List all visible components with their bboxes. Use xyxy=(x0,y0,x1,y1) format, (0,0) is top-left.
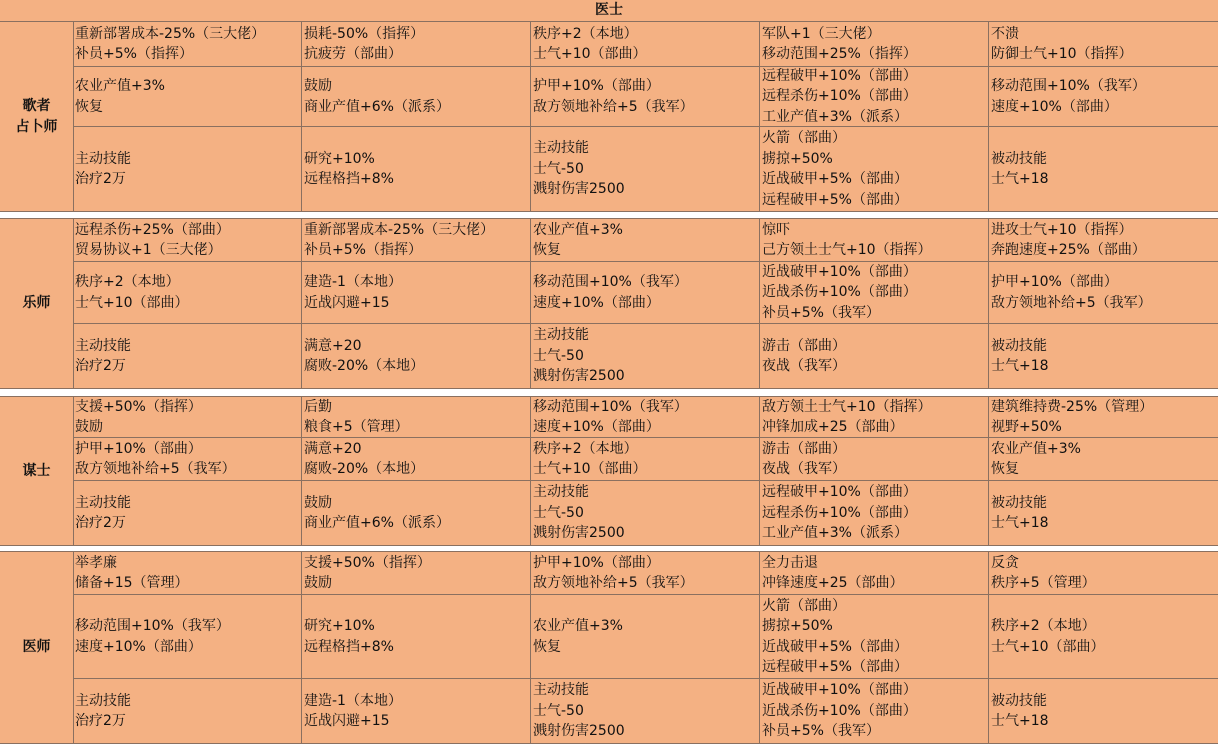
table-cell[interactable] xyxy=(531,324,760,388)
cell-text: 建造-1（本地） xyxy=(304,274,402,290)
cell-text: 士气+18 xyxy=(991,358,1049,374)
table-cell[interactable] xyxy=(73,397,302,437)
cell-text: 溅射伤害2500 xyxy=(533,181,625,198)
cell-text: 满意+20 xyxy=(304,440,362,457)
cell-text: 抗疲劳（部曲） xyxy=(304,46,402,62)
cell-text: 士气+18 xyxy=(991,515,1049,531)
section-label xyxy=(0,397,74,545)
table-cell[interactable] xyxy=(989,679,1218,743)
cell-text: 恢复 xyxy=(533,242,561,258)
table-cell[interactable] xyxy=(73,22,302,66)
table-cell[interactable] xyxy=(302,481,531,545)
cell-text: 游击（部曲） xyxy=(762,440,846,457)
cell-text: 溅射伤害2500 xyxy=(533,723,625,740)
table-row xyxy=(73,679,1218,743)
cell-text: 速度+10%（部曲） xyxy=(533,419,660,435)
table-cell[interactable] xyxy=(531,481,760,545)
cell-text: 近战破甲+5%（部曲） xyxy=(762,638,908,655)
cell-text: 士气+10（部曲） xyxy=(75,294,189,311)
cell-text: 被动技能 xyxy=(991,692,1047,709)
table-cell[interactable] xyxy=(760,324,989,388)
cell-text: 建造-1（本地） xyxy=(304,692,402,709)
cell-text: 移动范围+10%（我军） xyxy=(533,274,688,290)
cell-text: 掳掠+50% xyxy=(762,618,833,634)
table-cell[interactable] xyxy=(760,127,989,211)
table-cell[interactable] xyxy=(760,438,989,480)
cell-text: 士气-50 xyxy=(533,504,584,521)
cell-text: 补员+5%（指挥） xyxy=(75,46,193,62)
cell-text: 损耗-50%（指挥） xyxy=(304,25,425,42)
cell-text: 被动技能 xyxy=(991,150,1047,167)
cell-text: 近战破甲+5%（部曲） xyxy=(762,171,908,187)
table-row xyxy=(73,397,1218,438)
cell-text: 主动技能 xyxy=(533,140,589,157)
table-cell[interactable] xyxy=(531,22,760,66)
cell-text: 农业产值+3% xyxy=(533,618,623,634)
cell-text: 士气+18 xyxy=(991,171,1049,187)
cell-text: 近战破甲+10%（部曲） xyxy=(762,263,917,280)
cell-text: 敌方领土士气+10（指挥） xyxy=(762,398,932,415)
cell-text: 支援+50%（指挥） xyxy=(304,554,431,571)
cell-text: 研究+10% xyxy=(304,150,375,167)
cell-text: 主动技能 xyxy=(533,484,589,501)
cell-text: 士气-50 xyxy=(533,160,584,177)
cell-text: 治疗2万 xyxy=(75,358,126,374)
table-row xyxy=(73,127,1218,211)
cell-text: 远程破甲+10%（部曲） xyxy=(762,67,917,84)
cell-text: 满意+20 xyxy=(304,337,362,354)
table-cell[interactable] xyxy=(302,262,531,323)
section-label-line: 歌者 xyxy=(22,97,51,114)
table-cell[interactable] xyxy=(531,595,760,678)
cell-text: 士气+10（部曲） xyxy=(533,46,647,62)
table-cell[interactable] xyxy=(760,595,989,678)
cell-text: 农业产值+3% xyxy=(533,221,623,238)
table-cell[interactable] xyxy=(760,219,989,261)
table-cell[interactable] xyxy=(302,438,531,480)
cell-text: 军队+1（三大佬） xyxy=(762,25,881,42)
cell-text: 主动技能 xyxy=(75,337,131,354)
cell-text: 主动技能 xyxy=(533,327,589,344)
cell-text: 储备+15（管理） xyxy=(75,575,189,591)
table-cell[interactable] xyxy=(302,595,531,678)
table-cell[interactable] xyxy=(531,127,760,211)
cell-text: 士气-50 xyxy=(533,702,584,719)
table-row xyxy=(73,219,1218,262)
cell-text: 主动技能 xyxy=(533,682,589,699)
section-label xyxy=(0,552,74,743)
table-cell[interactable] xyxy=(989,127,1218,211)
cell-text: 火箭（部曲） xyxy=(762,130,846,146)
table-cell[interactable] xyxy=(989,481,1218,545)
cell-text: 远程破甲+10%（部曲） xyxy=(762,484,917,501)
table-cell[interactable] xyxy=(531,397,760,437)
table-cell[interactable] xyxy=(73,67,302,126)
cell-text: 远程杀伤+10%（部曲） xyxy=(762,88,917,105)
table-cell[interactable] xyxy=(760,481,989,545)
cell-text: 敌方领地补给+5（我军） xyxy=(75,461,236,477)
cell-text: 远程杀伤+10%（部曲） xyxy=(762,504,917,521)
cell-text: 士气+10（部曲） xyxy=(991,638,1105,655)
table-cell[interactable] xyxy=(302,219,531,261)
cell-text: 秩序+2（本地） xyxy=(75,274,180,290)
cell-text: 补员+5%（我军） xyxy=(762,304,880,321)
section-label-line: 谋士 xyxy=(22,462,51,479)
section-label-line: 乐师 xyxy=(22,295,51,311)
table-cell[interactable] xyxy=(73,127,302,211)
cell-text: 火箭（部曲） xyxy=(762,597,846,614)
cell-text: 支援+50%（指挥） xyxy=(75,398,202,415)
table-row xyxy=(73,595,1218,679)
table-cell[interactable] xyxy=(531,679,760,743)
sheet-title: 医士 xyxy=(0,0,1218,22)
table-cell[interactable] xyxy=(302,22,531,66)
cell-text: 主动技能 xyxy=(75,494,131,511)
table-cell[interactable] xyxy=(73,219,302,261)
cell-text: 恢复 xyxy=(75,98,103,115)
section-2 xyxy=(0,396,1218,546)
cell-text: 补员+5%（指挥） xyxy=(304,242,422,258)
section-3 xyxy=(0,551,1218,744)
table-cell[interactable] xyxy=(531,262,760,323)
table-cell[interactable] xyxy=(73,262,302,323)
cell-text: 不溃 xyxy=(991,25,1019,42)
cell-text: 远程杀伤+25%（部曲） xyxy=(75,221,230,238)
cell-text: 奔跑速度+25%（部曲） xyxy=(991,242,1146,258)
table-cell[interactable] xyxy=(989,262,1218,323)
cell-text: 士气+18 xyxy=(991,713,1049,729)
cell-text: 士气-50 xyxy=(533,347,584,364)
cell-text: 速度+10%（部曲） xyxy=(533,294,660,311)
table-cell[interactable] xyxy=(73,679,302,743)
table-cell[interactable] xyxy=(73,438,302,480)
table-cell[interactable] xyxy=(73,324,302,388)
table-cell[interactable] xyxy=(760,22,989,66)
cell-text: 重新部署成本-25%（三大佬） xyxy=(304,221,495,238)
cell-text: 工业产值+3%（派系） xyxy=(762,525,908,542)
cell-text: 鼓励 xyxy=(304,575,332,591)
cell-text: 农业产值+3% xyxy=(75,78,165,94)
table-cell[interactable] xyxy=(531,438,760,480)
table-cell[interactable] xyxy=(302,127,531,211)
section-1 xyxy=(0,218,1218,389)
cell-text: 举孝廉 xyxy=(75,554,117,571)
table-cell[interactable] xyxy=(73,552,302,594)
section-0 xyxy=(0,21,1218,212)
table-cell[interactable] xyxy=(989,397,1218,437)
table-cell[interactable] xyxy=(302,679,531,743)
cell-text: 贸易协议+1（三大佬） xyxy=(75,242,222,258)
table-cell[interactable] xyxy=(760,262,989,323)
cell-text: 敌方领地补给+5（我军） xyxy=(533,575,694,591)
cell-text: 被动技能 xyxy=(991,337,1047,354)
cell-text: 掳掠+50% xyxy=(762,150,833,167)
cell-text: 视野+50% xyxy=(991,419,1062,435)
cell-text: 移动范围+10%（我军） xyxy=(75,618,230,634)
cell-text: 农业产值+3% xyxy=(991,440,1081,457)
cell-text: 速度+10%（部曲） xyxy=(991,98,1118,115)
cell-text: 补员+5%（我军） xyxy=(762,723,880,740)
table-row xyxy=(73,324,1218,388)
cell-text: 腐败-20%（本地） xyxy=(304,461,425,477)
cell-text: 工业产值+3%（派系） xyxy=(762,108,908,125)
cell-text: 秩序+2（本地） xyxy=(991,618,1096,634)
cell-text: 治疗2万 xyxy=(75,713,126,729)
table-cell[interactable] xyxy=(760,679,989,743)
cell-text: 商业产值+6%（派系） xyxy=(304,98,450,115)
cell-text: 秩序+2（本地） xyxy=(533,25,638,42)
cell-text: 近战闪避+15 xyxy=(304,713,390,729)
cell-text: 商业产值+6%（派系） xyxy=(304,515,450,531)
cell-text: 全力击退 xyxy=(762,554,818,571)
cell-text: 溅射伤害2500 xyxy=(533,368,625,385)
cell-text: 主动技能 xyxy=(75,150,131,167)
table-row xyxy=(73,552,1218,595)
cell-text: 游击（部曲） xyxy=(762,337,846,354)
table-cell[interactable] xyxy=(989,22,1218,66)
cell-text: 敌方领地补给+5（我军） xyxy=(533,98,694,115)
cell-text: 恢复 xyxy=(533,638,561,655)
table-cell[interactable] xyxy=(760,397,989,437)
cell-text: 移动范围+10%（我军） xyxy=(533,398,688,415)
table-cell[interactable] xyxy=(73,481,302,545)
table-row xyxy=(73,67,1218,127)
cell-text: 夜战（我军） xyxy=(762,461,846,477)
table-cell[interactable] xyxy=(989,67,1218,126)
section-label-line: 医师 xyxy=(22,639,51,655)
table-cell[interactable] xyxy=(989,219,1218,261)
table-cell[interactable] xyxy=(989,438,1218,480)
cell-text: 建筑维持费-25%（管理） xyxy=(991,398,1154,415)
table-cell[interactable] xyxy=(531,552,760,594)
table-cell[interactable] xyxy=(531,219,760,261)
cell-text: 近战杀伤+10%（部曲） xyxy=(762,702,917,719)
cell-text: 护甲+10%（部曲） xyxy=(533,78,660,94)
cell-text: 重新部署成本-25%（三大佬） xyxy=(75,25,266,42)
table-cell[interactable] xyxy=(302,552,531,594)
cell-text: 近战闪避+15 xyxy=(304,294,390,311)
table-cell[interactable] xyxy=(989,324,1218,388)
table-cell[interactable] xyxy=(989,595,1218,678)
table-cell[interactable] xyxy=(302,324,531,388)
cell-text: 主动技能 xyxy=(75,692,131,709)
section-label-line: 占卜师 xyxy=(15,118,58,135)
cell-text: 秩序+5（管理） xyxy=(991,575,1096,591)
cell-text: 远程破甲+5%（部曲） xyxy=(762,659,908,675)
cell-text: 夜战（我军） xyxy=(762,358,846,374)
cell-text: 远程格挡+8% xyxy=(304,638,394,655)
cell-text: 治疗2万 xyxy=(75,171,126,187)
table-row xyxy=(73,262,1218,324)
cell-text: 鼓励 xyxy=(304,78,332,94)
table-cell[interactable] xyxy=(760,67,989,126)
cell-text: 鼓励 xyxy=(304,494,332,511)
cell-text: 护甲+10%（部曲） xyxy=(533,554,660,571)
section-label xyxy=(0,22,74,211)
table-cell[interactable] xyxy=(302,67,531,126)
cell-text: 远程格挡+8% xyxy=(304,171,394,187)
cell-text: 溅射伤害2500 xyxy=(533,525,625,542)
table-row xyxy=(73,481,1218,545)
cell-text: 护甲+10%（部曲） xyxy=(75,440,202,457)
cell-text: 反贪 xyxy=(991,554,1019,571)
cell-text: 远程破甲+5%（部曲） xyxy=(762,191,908,208)
cell-text: 冲锋速度+25（部曲） xyxy=(762,575,904,591)
cell-text: 护甲+10%（部曲） xyxy=(991,274,1118,290)
cell-text: 治疗2万 xyxy=(75,515,126,531)
table-cell[interactable] xyxy=(302,397,531,437)
cell-text: 后勤 xyxy=(304,398,332,415)
cell-text: 移动范围+25%（指挥） xyxy=(762,46,917,62)
cell-text: 粮食+5（管理） xyxy=(304,419,409,435)
cell-text: 恢复 xyxy=(991,461,1019,477)
cell-text: 防御士气+10（指挥） xyxy=(991,46,1133,62)
table-row xyxy=(73,22,1218,67)
cell-text: 士气+10（部曲） xyxy=(533,461,647,477)
cell-text: 敌方领地补给+5（我军） xyxy=(991,294,1152,311)
cell-text: 研究+10% xyxy=(304,618,375,634)
cell-text: 被动技能 xyxy=(991,494,1047,511)
cell-text: 己方领土士气+10（指挥） xyxy=(762,242,932,258)
cell-text: 近战杀伤+10%（部曲） xyxy=(762,284,917,301)
cell-text: 鼓励 xyxy=(75,419,103,435)
table-row xyxy=(73,438,1218,481)
cell-text: 惊吓 xyxy=(762,221,790,238)
table-cell[interactable] xyxy=(73,595,302,678)
cell-text: 秩序+2（本地） xyxy=(533,440,638,457)
cell-text: 近战破甲+10%（部曲） xyxy=(762,682,917,699)
cell-text: 冲锋加成+25（部曲） xyxy=(762,419,904,435)
cell-text: 进攻士气+10（指挥） xyxy=(991,221,1133,238)
table-cell[interactable] xyxy=(989,552,1218,594)
cell-text: 移动范围+10%（我军） xyxy=(991,78,1146,94)
table-cell[interactable] xyxy=(531,67,760,126)
cell-text: 速度+10%（部曲） xyxy=(75,638,202,655)
section-label xyxy=(0,219,74,388)
table-cell[interactable] xyxy=(760,552,989,594)
cell-text: 腐败-20%（本地） xyxy=(304,358,425,374)
